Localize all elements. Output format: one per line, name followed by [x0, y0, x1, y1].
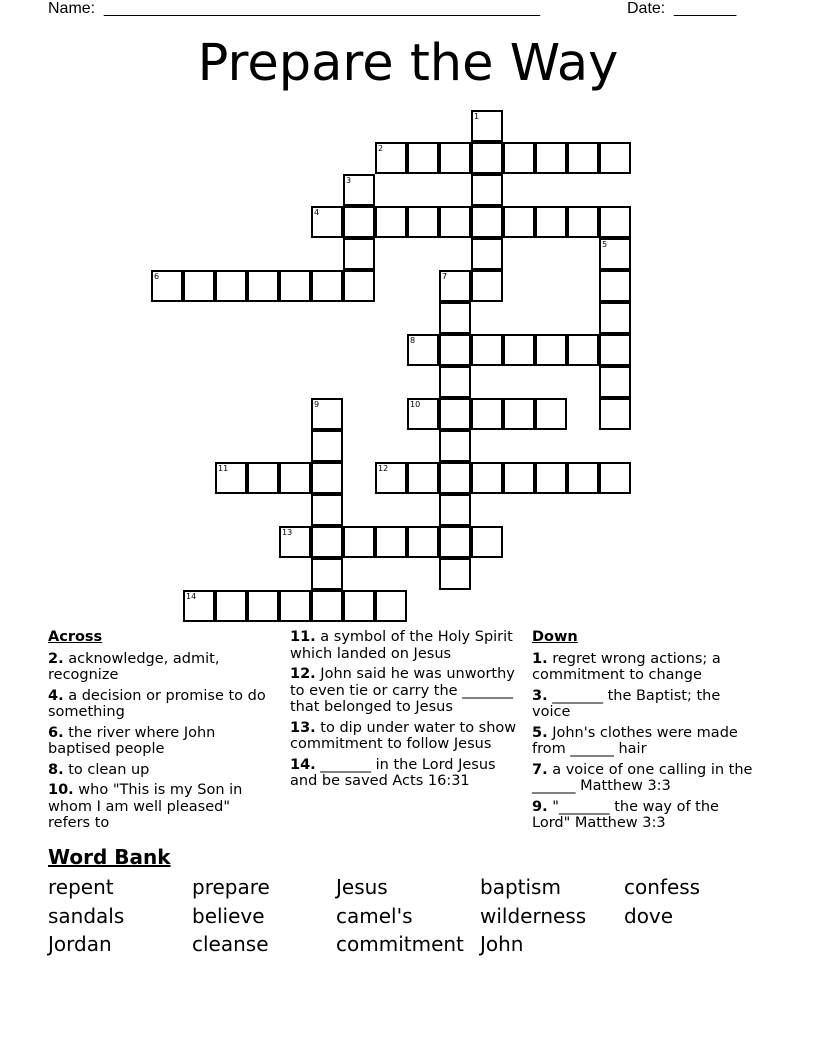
word-bank-word: John	[480, 932, 524, 956]
clue-across-14: 14. _______ in the Lord Jesus and be saved Acts 16:31	[290, 756, 496, 789]
grid-cell[interactable]	[471, 526, 503, 558]
grid-cell[interactable]	[407, 398, 439, 430]
grid-cell[interactable]	[247, 462, 279, 494]
grid-cell[interactable]	[439, 270, 471, 302]
clue-number: 11	[218, 464, 229, 473]
grid-cell[interactable]	[311, 430, 343, 462]
clue-down-1: 1. regret wrong actions; a commitment to change	[532, 650, 721, 683]
grid-cell[interactable]	[471, 110, 503, 142]
name-label: Name:	[48, 0, 96, 17]
clue-across-13: 13. to dip under water to show commitment to follow Jesus	[290, 719, 517, 752]
clue-across-2: 2. acknowledge, admit, recognize	[48, 650, 220, 683]
grid-cell[interactable]	[279, 590, 311, 622]
word-bank-word: commitment	[336, 932, 464, 956]
grid-cell[interactable]	[471, 334, 503, 366]
name-field[interactable]: _________________________________________________	[104, 0, 541, 17]
grid-cell[interactable]	[471, 206, 503, 238]
grid-cell[interactable]	[599, 462, 631, 494]
grid-cell[interactable]	[247, 590, 279, 622]
across-clues-continued	[290, 629, 518, 794]
grid-cell[interactable]	[439, 334, 471, 366]
word-bank-word: dove	[624, 904, 674, 928]
grid-cell[interactable]	[599, 398, 631, 430]
clue-number: 7	[442, 272, 448, 281]
grid-cell[interactable]	[471, 174, 503, 206]
grid-cell[interactable]	[215, 270, 247, 302]
clue-number: 3	[346, 176, 352, 185]
clue-down-9: 9. "_______ the way of the Lord" Matthew 3:3	[532, 798, 719, 831]
clue-number: 10	[410, 400, 421, 409]
grid-cell[interactable]	[407, 142, 439, 174]
grid-cell[interactable]	[439, 430, 471, 462]
grid-cell[interactable]	[311, 558, 343, 590]
grid-cell[interactable]	[439, 142, 471, 174]
grid-cell[interactable]	[375, 462, 407, 494]
grid-cell[interactable]	[439, 558, 471, 590]
clue-number: 13	[282, 528, 293, 537]
grid-cell[interactable]	[439, 302, 471, 334]
grid-cell[interactable]	[311, 206, 343, 238]
grid-cell[interactable]	[375, 590, 407, 622]
grid-cell[interactable]	[567, 462, 599, 494]
grid-cell[interactable]	[599, 238, 631, 270]
grid-cell[interactable]	[599, 270, 631, 302]
grid-cell[interactable]	[343, 174, 375, 206]
grid-cell[interactable]	[567, 142, 599, 174]
clue-across-11: 11. a symbol of the Holy Spirit which landed on Jesus	[290, 629, 513, 662]
grid-cell[interactable]	[503, 398, 535, 430]
grid-cell[interactable]	[311, 398, 343, 430]
grid-cell[interactable]	[343, 590, 375, 622]
word-bank-word: Jesus	[336, 875, 388, 899]
grid-cell[interactable]	[279, 270, 311, 302]
clue-across-12: 12. John said he was unworthy to even tie or carry the _______ that belonged to Jesus	[290, 666, 515, 715]
grid-cell[interactable]	[439, 526, 471, 558]
grid-cell[interactable]	[343, 206, 375, 238]
clue-number: 4	[314, 208, 320, 217]
grid-cell[interactable]	[471, 462, 503, 494]
clue-down-7: 7. a voice of one calling in the ______ Matthew 3:3	[532, 761, 753, 794]
grid-cell[interactable]	[375, 206, 407, 238]
grid-cell[interactable]	[439, 206, 471, 238]
grid-cell[interactable]	[599, 366, 631, 398]
grid-cell[interactable]	[439, 366, 471, 398]
grid-cell[interactable]	[183, 590, 215, 622]
grid-cell[interactable]	[599, 334, 631, 366]
grid-cell[interactable]	[439, 398, 471, 430]
clue-down-5: 5. John's clothes were made from ______ hair	[532, 724, 738, 757]
grid-cell[interactable]	[567, 334, 599, 366]
grid-cell[interactable]	[503, 334, 535, 366]
grid-cell[interactable]	[343, 238, 375, 270]
grid-cell[interactable]	[471, 398, 503, 430]
grid-cell[interactable]	[535, 334, 567, 366]
grid-cell[interactable]	[471, 270, 503, 302]
clue-number: 8	[410, 336, 416, 345]
grid-cell[interactable]	[311, 526, 343, 558]
date-field[interactable]: _______	[674, 0, 737, 17]
clue-number: 5	[602, 240, 608, 249]
grid-cell[interactable]	[375, 142, 407, 174]
grid-cell[interactable]	[183, 270, 215, 302]
grid-cell[interactable]	[279, 526, 311, 558]
grid-cell[interactable]	[599, 206, 631, 238]
grid-cell[interactable]	[311, 494, 343, 526]
clue-across-4: 4. a decision or promise to do something	[48, 687, 266, 720]
grid-cell[interactable]	[279, 462, 311, 494]
grid-cell[interactable]	[503, 462, 535, 494]
grid-cell[interactable]	[567, 206, 599, 238]
grid-cell[interactable]	[407, 462, 439, 494]
clue-number: 6	[154, 272, 160, 281]
word-bank-word: repent	[48, 875, 114, 899]
word-bank-word: Jordan	[48, 932, 112, 956]
clue-number: 14	[186, 592, 197, 601]
clue-across-10: 10. who "This is my Son in whom I am well pleased" refers to	[48, 782, 243, 831]
grid-cell[interactable]	[215, 590, 247, 622]
word-bank-title: Word Bank	[48, 845, 171, 869]
grid-cell[interactable]	[535, 142, 567, 174]
clue-number: 12	[378, 464, 389, 473]
word-bank-word: confess	[624, 875, 701, 899]
across-clues	[48, 629, 273, 836]
down-clues	[532, 629, 757, 836]
clue-number: 9	[314, 400, 320, 409]
clue-down-3: 3. _______ the Baptist; the voice	[532, 687, 721, 720]
word-bank-word: prepare	[192, 875, 270, 899]
grid-cell[interactable]	[407, 334, 439, 366]
grid-cell[interactable]	[343, 526, 375, 558]
grid-cell[interactable]	[215, 462, 247, 494]
clue-across-8: 8. to clean up	[48, 761, 150, 778]
grid-cell[interactable]	[311, 270, 343, 302]
grid-cell[interactable]	[535, 206, 567, 238]
grid-cell[interactable]	[151, 270, 183, 302]
word-bank-word: wilderness	[480, 904, 587, 928]
across-heading: Across	[48, 629, 103, 645]
word-bank-word: believe	[192, 904, 265, 928]
grid-cell[interactable]	[343, 270, 375, 302]
date-label: Date:	[627, 0, 666, 17]
word-bank-word: sandals	[48, 904, 125, 928]
grid-cell[interactable]	[535, 398, 567, 430]
grid-cell[interactable]	[311, 462, 343, 494]
down-heading: Down	[532, 629, 578, 645]
clue-number: 2	[378, 144, 384, 153]
grid-cell[interactable]	[599, 302, 631, 334]
clue-number: 1	[474, 112, 480, 121]
grid-cell[interactable]	[311, 590, 343, 622]
grid-cell[interactable]	[439, 462, 471, 494]
grid-cell[interactable]	[407, 206, 439, 238]
grid-cell[interactable]	[247, 270, 279, 302]
clue-across-6: 6. the river where John baptised people	[48, 724, 216, 757]
puzzle-title: Prepare the Way	[197, 34, 619, 93]
grid-cell[interactable]	[471, 238, 503, 270]
grid-cell[interactable]	[503, 206, 535, 238]
word-bank-word: camel's	[336, 904, 413, 928]
grid-cell[interactable]	[439, 494, 471, 526]
grid-cell[interactable]	[535, 462, 567, 494]
grid-cell[interactable]	[375, 526, 407, 558]
grid-cell[interactable]	[503, 142, 535, 174]
word-bank-word: baptism	[480, 875, 561, 899]
word-bank-word: cleanse	[192, 932, 269, 956]
grid-cell[interactable]	[407, 526, 439, 558]
grid-cell[interactable]	[599, 142, 631, 174]
grid-cell[interactable]	[471, 142, 503, 174]
